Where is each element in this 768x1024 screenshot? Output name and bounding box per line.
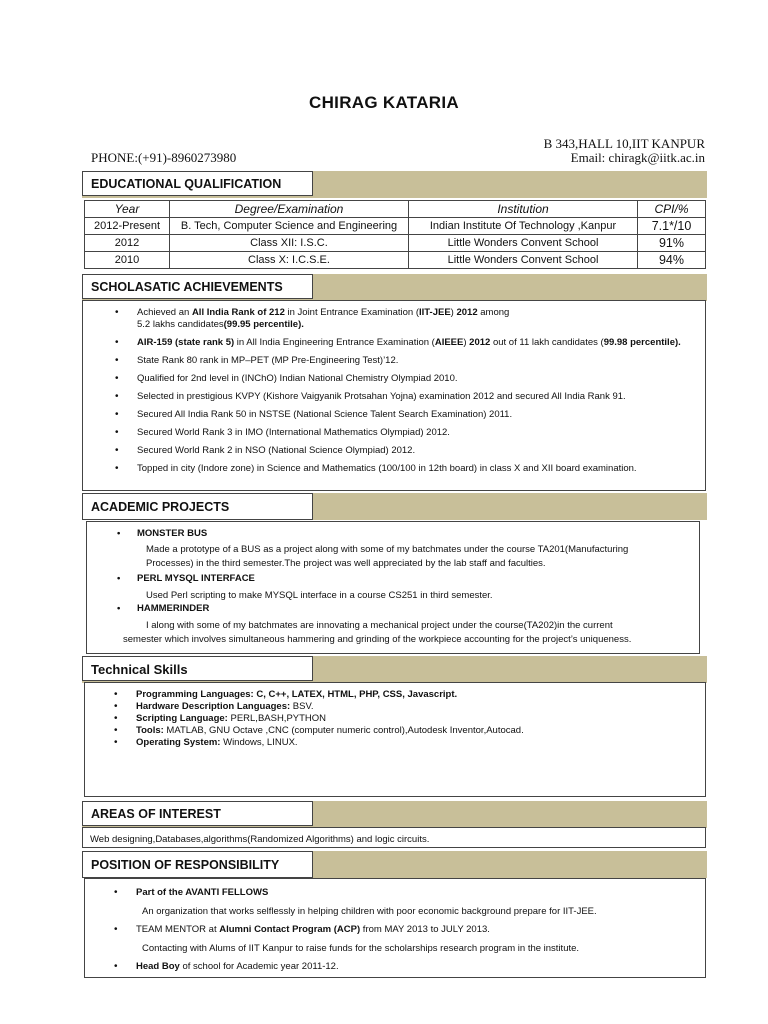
project-desc: Made a prototype of a BUS as a project along with some of my batchmates under the course TA201(Manufacturing [146, 544, 629, 555]
skill-label: Programming Languages: [136, 689, 254, 700]
project-title: • HAMMERINDER [137, 603, 209, 614]
text: An organization that works selflessly in helping children with poor economic background prepare for IIT-JEE. [142, 906, 597, 917]
list-item [136, 887, 696, 918]
text: in Joint Entrance Examination ( [284, 307, 419, 318]
list-item [136, 725, 696, 737]
candidate-name: CHIRAG KATARIA [309, 93, 459, 112]
project-title: • PERL MYSQL INTERFACE [137, 573, 255, 584]
table-row [85, 235, 706, 252]
project-desc: Used Perl scripting to make MYSQL interface in a course CS251 in third semester. [146, 590, 493, 601]
text: Head Boy [136, 961, 180, 972]
table-cell: 91% [638, 235, 706, 252]
list-item [136, 701, 696, 713]
section-projects [82, 493, 707, 520]
achievements-box [82, 300, 706, 491]
skill-value: PERL,BASH,PYTHON [227, 713, 327, 724]
list-item [136, 924, 696, 955]
text: 2012 [456, 307, 478, 318]
section-title: ACADEMIC PROJECTS [82, 493, 313, 520]
text: AIEEE [434, 337, 464, 348]
skills-list [136, 689, 696, 749]
section-title: EDUCATIONAL QUALIFICATION [82, 171, 313, 196]
list-item [136, 737, 696, 749]
text: 99.98 percentile). [603, 337, 681, 348]
list-item: • Selected in prestigious KVPY (Kishore Vaigyanik Protsahan Yojna) examination 2012 and secured All India Rank 91. [137, 391, 697, 403]
text: Achieved an [137, 307, 192, 318]
list-item: • Secured World Rank 2 in NSO (National Science Olympiad) 2012. [137, 445, 697, 457]
table-cell: Little Wonders Convent School [409, 252, 638, 269]
list-item: • Qualified for 2nd level in (INChO) Indian National Chemistry Olympiad 2010. [137, 373, 697, 385]
text: Part of the AVANTI FELLOWS [136, 887, 269, 898]
list-item [137, 337, 697, 349]
text: ) [450, 307, 457, 318]
project-desc: semester which involves simultaneous hammering and grinding of the workpiece accounting for the project’s uniqueness. [123, 634, 632, 645]
skill-label: Operating System: [136, 737, 221, 748]
text: among [477, 307, 510, 318]
phone: PHONE:(+91)-8960273980 [91, 150, 237, 165]
table-cell: 2012 [85, 235, 170, 252]
column-header: Year [85, 201, 170, 218]
projects-box [86, 521, 700, 654]
skill-label: Tools: [136, 725, 164, 736]
text: Contacting with Alums of IIT Kanpur to raise funds for the scholarships research program in the institute. [142, 943, 580, 954]
skill-value: BSV. [290, 701, 314, 712]
table-row [85, 252, 706, 269]
column-header: Degree/Examination [170, 201, 409, 218]
skill-value: MATLAB, GNU Octave ,CNC (computer numeric control),Autodesk Inventor,Autocad. [163, 725, 524, 736]
section-title: AREAS OF INTEREST [82, 801, 313, 826]
email: Email: chiragk@iitk.ac.in [570, 150, 705, 165]
text: of school for Academic year 2011-12. [179, 961, 339, 972]
skill-label: Hardware Description Languages: [136, 701, 291, 712]
section-title: SCHOLASATIC ACHIEVEMENTS [82, 274, 313, 299]
text: AIR-159 (state rank 5) [137, 337, 235, 348]
responsibility-box [84, 878, 706, 978]
text: ) [463, 337, 470, 348]
table-header-row [85, 201, 706, 218]
continuation [137, 319, 697, 331]
list-item [136, 689, 696, 701]
table-cell: 7.1*/10 [638, 218, 706, 235]
text: 5.2 lakhs candidates [137, 319, 224, 330]
project-desc: Processes) in the third semester.The project was well appreciated by the lab staff and faculties. [146, 558, 546, 569]
interest-box: Web designing,Databases,algorithms(Randomized Algorithms) and logic circuits. [82, 827, 706, 848]
skills-box [84, 682, 706, 797]
list-item [136, 713, 696, 725]
section-title: POSITION OF RESPONSIBILITY [82, 851, 313, 878]
table-cell: Little Wonders Convent School [409, 235, 638, 252]
section-interest [82, 801, 707, 828]
text: in All India Engineering Entrance Examination ( [234, 337, 435, 348]
project-title: • MONSTER BUS [137, 528, 207, 539]
section-responsibility [82, 851, 707, 878]
list-item: • State Rank 80 rank in MP–PET (MP Pre-Engineering Test)’12. [137, 355, 697, 367]
column-header: CPI/% [638, 201, 706, 218]
column-header: Institution [409, 201, 638, 218]
table-cell: Class XII: I.S.C. [170, 235, 409, 252]
table-cell: 94% [638, 252, 706, 269]
table-row [85, 218, 706, 235]
list-item: • Secured World Rank 3 in IMO (International Mathematics Olympiad) 2012. [137, 427, 697, 439]
list-item: • Topped in city (Indore zone) in Science and Mathematics (100/100 in 12th board) in class X and XII board examination. [137, 463, 697, 475]
text: All India Rank of 212 [191, 307, 285, 318]
list-item [136, 961, 696, 973]
section-education [82, 171, 707, 198]
table-cell: Class X: I.C.S.E. [170, 252, 409, 269]
achievements-list [137, 307, 697, 481]
text: (99.95 percentile). [223, 319, 304, 330]
list-item [137, 307, 697, 331]
skill-value: C, C++, LATEX, HTML, PHP, CSS, Javascript. [253, 689, 458, 700]
table-cell: B. Tech, Computer Science and Engineering [170, 218, 409, 235]
skill-value: Windows, LINUX. [220, 737, 298, 748]
table-cell: Indian Institute Of Technology ,Kanpur [409, 218, 638, 235]
table-cell: 2010 [85, 252, 170, 269]
text: Alumni Contact Program (ACP) [219, 924, 361, 935]
text: TEAM MENTOR at [136, 924, 220, 935]
responsibility-list [136, 887, 696, 979]
text: from MAY 2013 to JULY 2013. [360, 924, 490, 935]
section-title: Technical Skills [82, 656, 313, 681]
text: 2012 [469, 337, 491, 348]
skill-label: Scripting Language: [136, 713, 228, 724]
address: B 343,HALL 10,IIT KANPUR [543, 136, 705, 151]
section-skills [82, 656, 707, 683]
project-desc: I along with some of my batchmates are innovating a mechanical project under the course(TA202)in the current [146, 620, 613, 631]
education-table [84, 200, 706, 269]
text: out of 11 lakh candidates ( [490, 337, 604, 348]
list-item: • Secured All India Rank 50 in NSTSE (National Science Talent Search Examination) 2011. [137, 409, 697, 421]
section-achievements [82, 274, 707, 301]
table-cell: 2012-Present [85, 218, 170, 235]
text: IIT-JEE [418, 307, 451, 318]
